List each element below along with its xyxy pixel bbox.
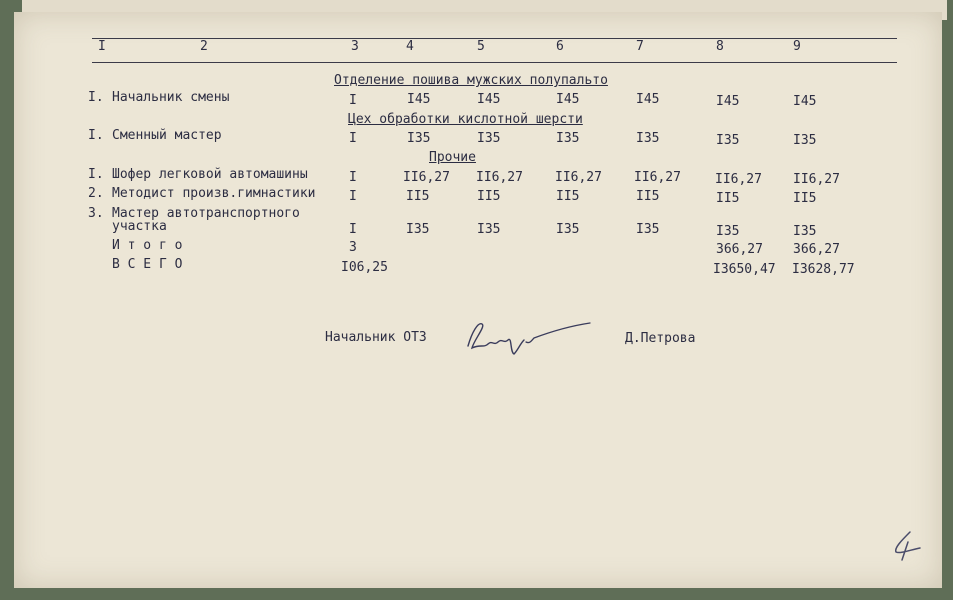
row-number: 2. [88, 186, 104, 201]
cell-col9: II5 [793, 191, 817, 206]
row-number: I. [88, 167, 104, 182]
col-header-8: 8 [716, 39, 724, 54]
cell-col3: I [349, 222, 357, 237]
col-header-1: I [98, 39, 106, 54]
cell-col5: I45 [477, 92, 501, 107]
page-number-mark [888, 528, 924, 564]
itogo-col8: 366,27 [716, 242, 763, 257]
cell-col4: II5 [406, 189, 430, 204]
col-header-4: 4 [406, 39, 414, 54]
cell-col9: I35 [793, 133, 817, 148]
col-header-3: 3 [351, 39, 359, 54]
itogo-col3: 3 [349, 240, 357, 255]
cell-col6: I45 [556, 92, 580, 107]
cell-col6: II6,27 [555, 170, 602, 185]
vsego-label: В С Е Г О [112, 257, 183, 272]
section-title: Прочие [429, 150, 476, 165]
row-number: 3. [88, 206, 104, 221]
row-position: Шофер легковой автомашины [112, 167, 308, 182]
cell-col5: II5 [477, 189, 501, 204]
vsego-col9: I3628,77 [792, 262, 855, 277]
table-header-rule [92, 62, 897, 63]
cell-col9: I35 [793, 224, 817, 239]
row-position-continued: участка [112, 219, 167, 234]
itogo-label: И т о г о [112, 238, 183, 253]
cell-col4: I45 [407, 92, 431, 107]
cell-col4: I35 [406, 222, 430, 237]
cell-col5: I35 [477, 131, 501, 146]
row-position: Мастер автотранспортного [112, 206, 300, 221]
row-number: I. [88, 128, 104, 143]
cell-col7: II6,27 [634, 170, 681, 185]
signatory-position: Начальник ОТЗ [325, 330, 427, 345]
col-header-6: 6 [556, 39, 564, 54]
cell-col5: I35 [477, 222, 501, 237]
row-position: Методист произв.гимнастики [112, 186, 316, 201]
cell-col9: I45 [793, 94, 817, 109]
cell-col7: I35 [636, 222, 660, 237]
table-top-rule [92, 38, 897, 39]
section-title: Цех обработки кислотной шерсти [348, 112, 583, 127]
row-number: I. [88, 90, 104, 105]
col-header-7: 7 [636, 39, 644, 54]
cell-col7: I35 [636, 131, 660, 146]
cell-col3: I [349, 131, 357, 146]
cell-col8: II5 [716, 191, 740, 206]
cell-col3: I [349, 189, 357, 204]
cell-col6: II5 [556, 189, 580, 204]
cell-col5: II6,27 [476, 170, 523, 185]
signatory-name: Д.Петрова [625, 331, 696, 346]
row-position: Сменный мастер [112, 128, 222, 143]
cell-col7: I45 [636, 92, 660, 107]
col-header-9: 9 [793, 39, 801, 54]
cell-col7: II5 [636, 189, 660, 204]
cell-col3: I [349, 170, 357, 185]
cell-col8: II6,27 [715, 172, 762, 187]
col-header-2: 2 [200, 39, 208, 54]
cell-col6: I35 [556, 131, 580, 146]
cell-col8: I45 [716, 94, 740, 109]
vsego-col3: I06,25 [341, 260, 388, 275]
col-header-5: 5 [477, 39, 485, 54]
cell-col8: I35 [716, 224, 740, 239]
cell-col4: I35 [407, 131, 431, 146]
cell-col8: I35 [716, 133, 740, 148]
section-title: Отделение пошива мужских полупальто [334, 73, 608, 88]
cell-col9: II6,27 [793, 172, 840, 187]
row-position: Начальник смены [112, 90, 230, 105]
handwritten-signature [460, 314, 595, 364]
cell-col4: II6,27 [403, 170, 450, 185]
cell-col6: I35 [556, 222, 580, 237]
itogo-col9: 366,27 [793, 242, 840, 257]
vsego-col8: I3650,47 [713, 262, 776, 277]
cell-col3: I [349, 93, 357, 108]
